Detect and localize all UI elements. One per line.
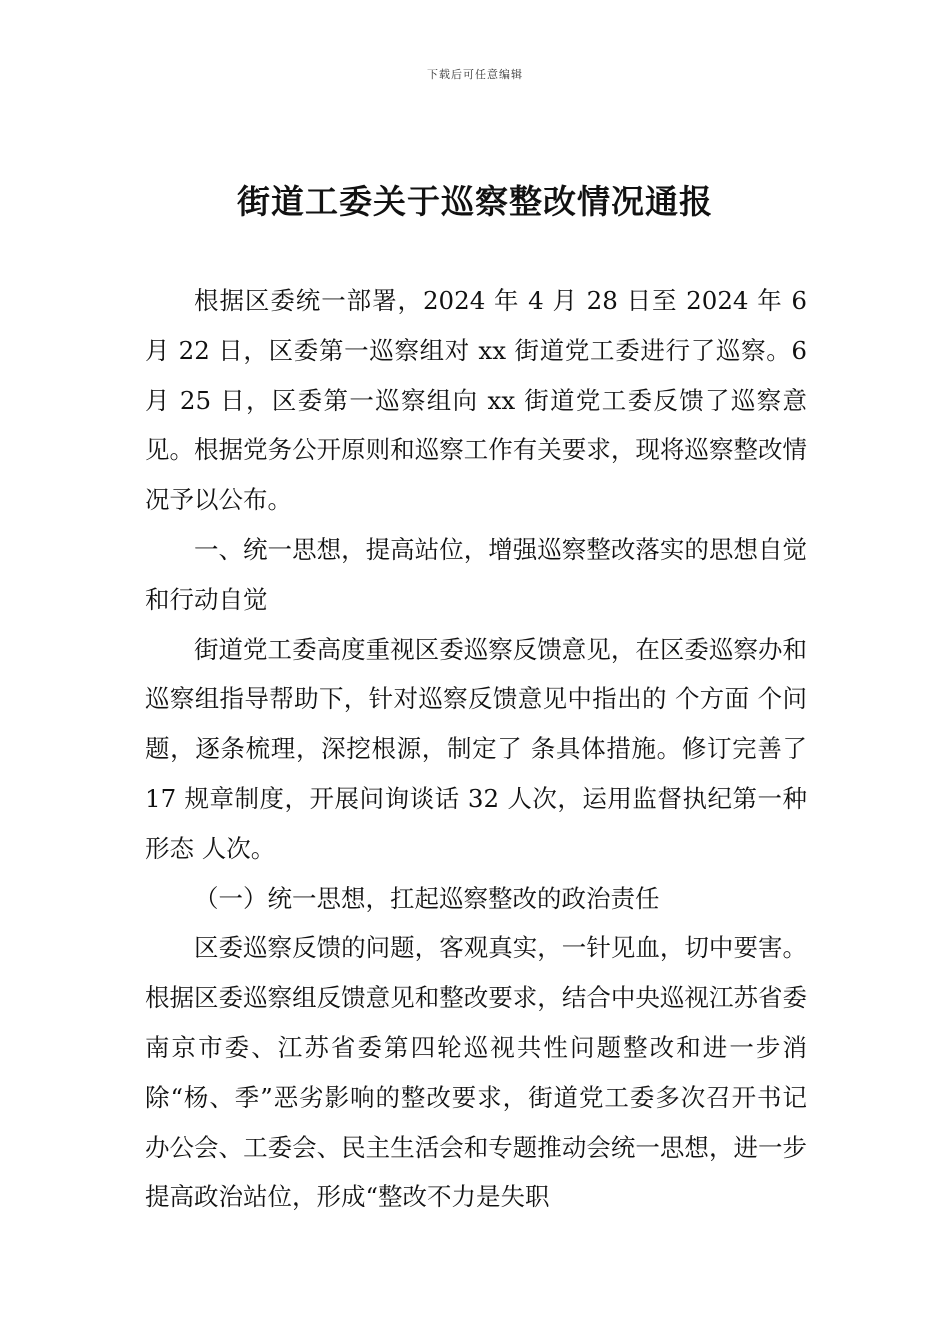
paragraph-subsection-1: 区委巡察反馈的问题，客观真实，一针见血，切中要害。根据区委巡察组反馈意见和整改要求，结合中央巡视江苏省委南京市委、江苏省委第四轮巡视共性问题整改和进一步消除“杨、季”恶劣影响的整改要求，街道党工委多次召开书记办公会、工委会、民主生活会和专题推动会统一思想，进一步提高政治站位，形成“整改不力是失职 <box>145 933 807 1212</box>
subsection-heading-1: （一）统一思想，扛起巡察整改的政治责任 <box>194 883 660 913</box>
header-note: 下载后可任意编辑 <box>427 68 523 81</box>
document-title: 街道工委关于巡察整改情况通报 <box>237 182 713 221</box>
paragraph-intro: 根据区委统一部署，2024 年 4 月 28 日至 2024 年 6 月 22 日，区委第一巡察组对 xx 街道党工委进行了巡察。6 月 25 日，区委第一巡察组向 xx 街道党工委反馈了巡察意见。根据党务公开原则和巡察工作有关要求，现将巡察整改情况予以公布。 <box>145 286 807 515</box>
document-body <box>145 276 807 1222</box>
paragraph-section-1: 街道党工委高度重视区委巡察反馈意见，在区委巡察办和巡察组指导帮助下，针对巡察反馈意见中指出的 个方面 个问题，逐条梳理，深挖根源，制定了 条具体措施。修订完善了 17 规章制度，开展问询谈话 32 人次，运用监督执纪第一种形态 人次。 <box>145 634 807 863</box>
section-heading-1: 一、统一思想，提高站位，增强巡察整改落实的思想自觉和行动自觉 <box>145 534 807 614</box>
